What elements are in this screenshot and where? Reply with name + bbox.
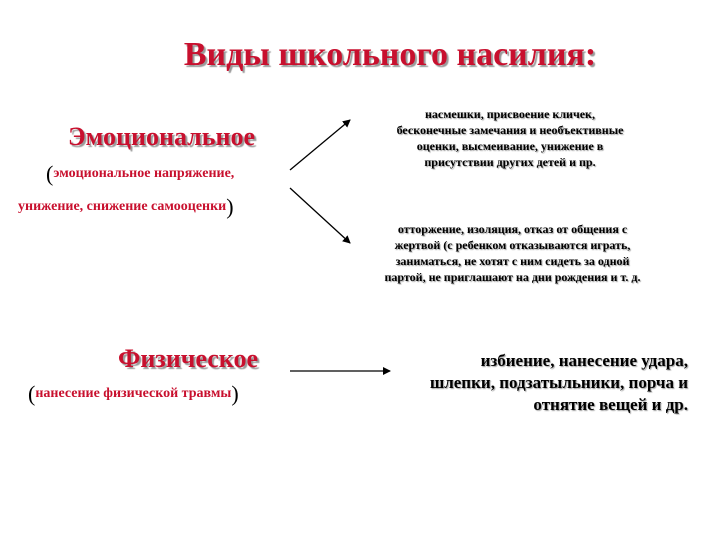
desc-line: заниматься, не хотят с ним сидеть за одной [395, 254, 630, 268]
emotional-examples-1 [360, 106, 660, 170]
desc-line: отнятие вещей и др. [533, 395, 688, 414]
desc-line: партой, не приглашают на дни рождения и т. д. [384, 270, 641, 284]
physical-category-title: Физическое [118, 344, 258, 373]
desc-line: оценки, высмеивание, унижение в [416, 139, 604, 153]
desc-line: насмешки, присвоение кличек, [425, 107, 595, 121]
desc-line: бесконечные замечания и необъективные [396, 123, 624, 137]
emotional-category-title: Эмоциональное [68, 122, 256, 151]
emotional-subtitle-1: эмоциональное напряжение, [53, 166, 235, 182]
close-paren: ) [231, 381, 239, 406]
desc-line: присутствии других детей и пр. [424, 155, 596, 169]
physical-subtitle: нанесение физической травмы [35, 386, 232, 402]
desc-line: шлепки, подзатыльники, порча и [429, 373, 688, 392]
page-title: Виды школьного насилия: [183, 36, 597, 73]
desc-line: избиение, нанесение удара, [480, 351, 688, 370]
desc-line: жертвой (с ребенком отказываются играть, [394, 238, 631, 252]
close-paren: ) [226, 194, 234, 219]
open-paren: ( [28, 381, 36, 406]
emotional-examples-2 [350, 221, 675, 285]
arrow-emotional-to-desc2 [290, 188, 350, 243]
physical-examples [400, 350, 688, 416]
desc-line: отторжение, изоляция, отказ от общения с [397, 222, 628, 236]
emotional-subtitle-2: унижение, снижение самооценки [18, 199, 227, 215]
open-paren: ( [46, 161, 54, 186]
arrow-emotional-to-desc1 [290, 120, 350, 170]
